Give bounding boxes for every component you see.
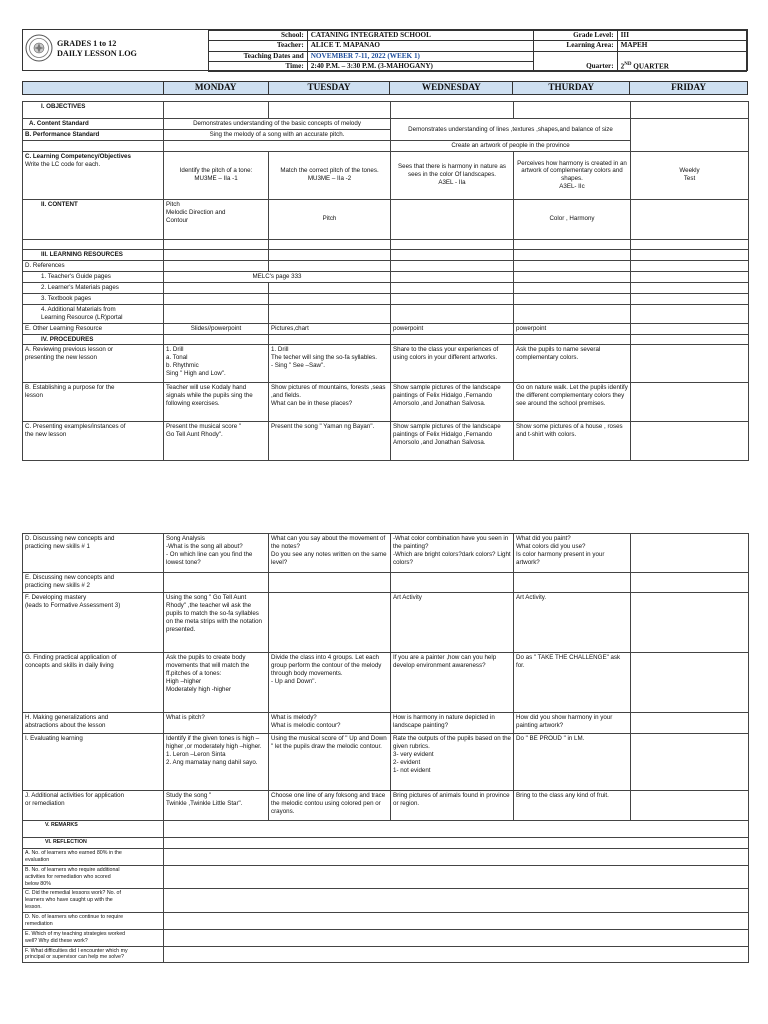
procedures-heading: IV. PROCEDURES [23,334,164,345]
other-resources-monday: Slides//powerpoint [164,323,269,334]
procedure-g-wednesday: If you are a painter ,how can you help develop environment awareness? [391,653,514,713]
cell [631,383,749,422]
cell [514,271,631,282]
procedure-b-label: B. Establishing a purpose for the lesson [23,383,164,422]
procedure-j-wednesday: Bring pictures of animals found in province or region. [391,791,514,821]
procedure-d-thursday: What did you paint? What colors did you use? Is color harmony present in your artwork? [514,534,631,573]
procedure-c-wednesday: Show sample pictures of the landscape paintings of Felix Hidalgo ,Fernando Amorsolo ,and Jonathan Salvosa. [391,422,514,461]
procedure-h-label: H. Making generalizations and abstractions about the lesson [23,713,164,734]
performance-standard-music: Sing the melody of a song with an accurate pitch. [164,129,391,140]
cell [164,304,269,323]
lr-portal-label: 4. Additional Materials from Learning Resource (LR)portal [23,304,164,323]
content-standard-music: Demonstrates understanding of the basic concepts of melody [164,119,391,130]
cell [631,653,749,713]
day-friday: FRIDAY [630,82,748,95]
quarter-value [617,51,746,72]
quarter-suffix: ND [624,61,632,67]
header-info-grid [208,30,747,72]
competency-friday: Weekly Test [631,151,749,199]
other-resources-label: E. Other Learning Resource [23,323,164,334]
content-standard-art [391,119,631,141]
procedure-h-tuesday: What is melody? What is melodic contour? [269,713,391,734]
other-resources-thursday: powerpoint [514,323,631,334]
cell [631,249,749,260]
content-thursday: Color , Harmony [514,199,631,239]
cell [164,102,269,119]
procedure-c-label: C. Presenting examples/instances of the new lesson [23,422,164,461]
day-header-blank [23,82,164,95]
cell [269,239,391,249]
procedure-i-monday: Identify if the given tones is high –higher ,or moderately high –higher. 1. Leron –Leron Sinta 2. Ang mamatay nang dahil sayo. [164,734,269,791]
reflection-f-value [164,946,749,963]
cell [391,260,514,271]
procedure-c-monday: Present the musical score " Go Tell Aunt Rhody". [164,422,269,461]
competency-wednesday: Sees that there is harmony in nature as sees in the color Of landscapes. A3EL - IIa [391,151,514,199]
cell [631,534,749,573]
procedure-g-tuesday: Divide the class into 4 groups. Let each group perform the contour of the melody through body movements. - Up and Down". [269,653,391,713]
day-thursday: THURDAY [513,82,630,95]
reflection-e-value [164,929,749,946]
cell [631,713,749,734]
cell [269,304,391,323]
school-value: CATANING INTEGRATED SCHOOL [307,31,533,41]
cell [391,271,514,282]
content-tuesday: Pitch [269,199,391,239]
cell [514,282,631,293]
lesson-table-part-1 [22,101,749,461]
teacher-label: Teacher: [209,41,308,51]
cell [391,102,514,119]
procedure-i-thursday: Do " BE PROUD " in LM. [514,734,631,791]
content-standard-art-text: Demonstrates understanding of lines ,textures ,shapes,and balance of size [408,125,613,133]
cell [631,260,749,271]
cell [391,282,514,293]
reflection-c-label: C. Did the remedial lessons work? No. of learners who have caught up with the lesson. [23,889,164,913]
procedure-j-label: J. Additional activities for application or remediation [23,791,164,821]
cell [631,239,749,249]
cell [23,239,164,249]
cell [514,102,631,119]
day-tuesday: TUESDAY [268,82,390,95]
procedure-b-thursday: Go on nature walk. Let the pupils identify the different complementary colors they see around the school premises. [514,383,631,422]
reflection-d-label: D. No. of learners who continue to require remediation [23,913,164,930]
cell [631,304,749,323]
procedure-a-wednesday: Share to the class your experiences of using colors in your different artworks. [391,345,514,383]
content-standard-label: A. Content Standard [23,119,164,130]
cell [391,293,514,304]
reflection-e-label: E. Which of my teaching strategies worked well? Why did these work? [23,929,164,946]
reflection-a-value [164,849,749,866]
reflection-heading: VI. REFLECTION [23,838,164,849]
learners-materials-label: 2. Learner's Materials pages [23,282,164,293]
performance-standard-art: Create an artwork of people in the province [391,140,631,151]
competency-tuesday: Match the correct pitch of the tones. MU3ME – IIa -2 [269,151,391,199]
competency-subtitle: Write the LC code for each. [25,160,101,168]
day-wednesday: WEDNESDAY [390,82,513,95]
textbook-label: 3. Textbook pages [23,293,164,304]
cell [514,304,631,323]
procedure-e-label: E. Discussing new concepts and practicing new skills # 2 [23,573,164,593]
cell [514,249,631,260]
cell [631,734,749,791]
cell [269,573,391,593]
form-title [57,39,137,60]
references-label: D. References [23,260,164,271]
procedure-j-monday: Study the song " Twinkle ,Twinkle Little Star". [164,791,269,821]
cell [164,249,269,260]
cell [631,119,749,152]
procedure-d-monday: Song Analysis -What is the song all about? - On which line can you find the lowest tone? [164,534,269,573]
cell [514,573,631,593]
procedure-f-wednesday: Art Activity [391,593,514,653]
grade-value: III [617,31,746,41]
cell [391,199,514,239]
reflection-d-value [164,913,749,930]
procedure-f-thursday: Art Activity. [514,593,631,653]
procedure-g-label: G. Finding practical application of concepts and skills in daily living [23,653,164,713]
procedure-h-wednesday: How is harmony in nature depicted in landscape painting? [391,713,514,734]
cell [631,593,749,653]
cell [631,293,749,304]
cell [164,573,269,593]
procedure-d-label: D. Discussing new concepts and practicing new skills # 1 [23,534,164,573]
cell [269,593,391,653]
cell [269,260,391,271]
cell [164,260,269,271]
procedure-j-tuesday: Choose one line of any foksong and trace the melodic contou using colored pen or crayons. [269,791,391,821]
reflection-b-label: B. No. of learners who require additional activities for remediation who scored below 80% [23,865,164,889]
procedure-b-tuesday: Show pictures of mountains, forests ,seas ,and fields. What can be in these places? [269,383,391,422]
cell [514,239,631,249]
reflection-b-value [164,865,749,889]
cell [631,345,749,383]
time-label: Time: [209,61,308,71]
cell [164,293,269,304]
procedure-c-thursday: Show some pictures of a house , roses and t-shirt with colors. [514,422,631,461]
procedure-i-label: I. Evaluating learning [23,734,164,791]
remarks-heading: V. REMARKS [23,821,164,838]
procedure-d-wednesday: -What color combination have you seen in the painting? -Which are bright colors?dark colors? Light colors? [391,534,514,573]
other-resources-wednesday: powerpoint [391,323,514,334]
teachers-guide-value: MELC's page 333 [164,271,391,282]
grade-label: Grade Level: [533,31,617,41]
cell [391,334,514,345]
cell [514,260,631,271]
reflection-value [164,838,749,849]
competency-monday: Identify the pitch of a tone: MU3ME – IIa -1 [164,151,269,199]
school-label: School: [209,31,308,41]
procedure-b-monday: Teacher will use Kodaly hand signals while the pupils sing the following exercises. [164,383,269,422]
procedure-f-label: F. Developing mastery (leads to Formative Assessment 3) [23,593,164,653]
procedure-a-monday: 1. Drill a. Tonal b. Rhythmic Sing " High and Low". [164,345,269,383]
procedure-h-monday: What is pitch? [164,713,269,734]
cell [631,282,749,293]
reflection-a-label: A. No. of learners who earned 80% in the evaluation [23,849,164,866]
day-header [22,81,748,95]
procedure-i-wednesday: Rate the outputs of the pupils based on the given rubrics. 3- very evident 2- evident 1- not evident [391,734,514,791]
time-value: 2:40 P.M. – 3:30 P.M. (3-MAHOGANY) [307,61,533,71]
procedure-c-tuesday: Present the song " Yaman ng Bayan". [269,422,391,461]
cell [514,293,631,304]
day-monday: MONDAY [163,82,268,95]
cell [269,249,391,260]
cell [164,334,269,345]
area-label: Learning Area: [533,41,617,51]
cell [631,334,749,345]
dates-value: NOVEMBER 7-11, 2022 (WEEK 1) [307,51,533,61]
title-line-2: DAILY LESSON LOG [57,49,137,59]
deped-seal-icon [25,34,53,62]
quarter-number: 2 [620,61,625,70]
content-monday: Pitch Melodic Direction and Contour [164,199,269,239]
competency-title: C. Learning Competency/Objectives [25,152,131,160]
procedure-h-thursday: How did you show harmony in your painting artwork? [514,713,631,734]
cell [391,573,514,593]
cell [164,282,269,293]
teacher-value: ALICE T. MAPANAO [307,41,533,51]
title-line-1: GRADES 1 to 12 [57,39,117,48]
procedure-j-thursday: Bring to the class any kind of fruit. [514,791,631,821]
resources-heading: III. LEARNING RESOURCES [23,249,164,260]
dates-label: Teaching Dates and [209,51,308,61]
performance-standard-label: B. Performance Standard [23,129,164,140]
lesson-table-part-2 [22,533,749,963]
cell [391,249,514,260]
teachers-guide-label: 1. Teacher's Guide pages [23,271,164,282]
reflection-c-value [164,889,749,913]
cell [514,334,631,345]
cell [631,573,749,593]
procedure-f-monday: Using the song " Go Tell Aunt Rhody" ,the teacher wil ask the pupils to match the so-fa syllables on the meta strips with the notation presented. [164,593,269,653]
quarter-word: QUARTER [631,61,669,70]
competency-thursday: Perceives how harmony is created in an artwork of complementary colors and shapes. A3EL- IIc [514,151,631,199]
header-block [22,29,748,71]
procedure-g-thursday: Do as " TAKE THE CHALLENGE" ask for. [514,653,631,713]
quarter-label: Quarter: [533,51,617,72]
cell [164,140,391,151]
cell [631,323,749,334]
area-value: MAPEH [617,41,746,51]
cell [269,102,391,119]
cell [631,422,749,461]
procedure-a-label: A. Reviewing previous lesson or presenting the new lesson [23,345,164,383]
procedure-a-tuesday: 1. Drill The techer will sing the so-fa syllables. - Sing " See –Saw". [269,345,391,383]
cell [631,199,749,239]
cell [164,239,269,249]
cell [631,102,749,119]
procedure-a-thursday: Ask the pupils to name several complementary colors. [514,345,631,383]
remarks-value [164,821,749,838]
procedure-g-monday: Ask the pupils to create body movements that will match the ff.pitches of a tones: High –higher Moderately high -higher [164,653,269,713]
procedure-d-tuesday: What can you say about the movement of the notes? Do you see any notes written on the same level? [269,534,391,573]
procedure-i-tuesday: Using the musical score of " Up and Down " let the pupils draw the melodic contour. [269,734,391,791]
cell [631,791,749,821]
other-resources-tuesday: Pictures,chart [269,323,391,334]
objectives-heading: I. OBJECTIVES [23,102,164,119]
cell [23,140,164,151]
competency-label [23,151,164,199]
cell [269,293,391,304]
content-heading: II. CONTENT [23,199,164,239]
cell [391,239,514,249]
procedure-b-wednesday: Show sample pictures of the landscape paintings of Felix Hidalgo ,Fernando Amorsolo ,and Jonathan Salvosa. [391,383,514,422]
cell [391,304,514,323]
cell [269,282,391,293]
cell [631,271,749,282]
reflection-f-label: F. What difficulties did I encounter which my principal or supervisor can help me solve? [23,946,164,963]
cell [269,334,391,345]
